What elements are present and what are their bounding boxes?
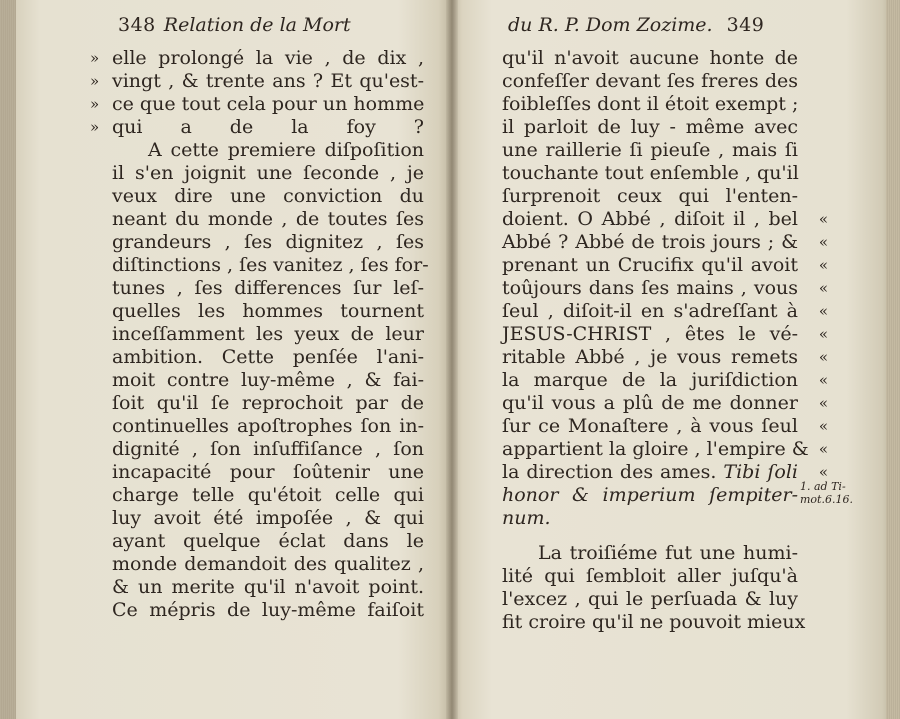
text-line-content: une raillerie ſi pieuſe , mais ſi	[502, 139, 798, 161]
text-line-content: quelles les hommes tournent	[112, 300, 424, 322]
text-line-content: doient. O Abbé , diſoit il , bel	[502, 208, 798, 230]
text-line-content: fit croire qu'il ne pouvoit mieux	[502, 611, 806, 633]
text-line	[502, 588, 798, 611]
text-line	[502, 254, 828, 277]
text-line-content: qui a de la foy ?	[112, 116, 424, 138]
text-line	[502, 47, 798, 70]
text-line-content: inceſſamment les yeux de leur	[112, 323, 424, 345]
text-line-content: & un merite qu'il n'avoit point.	[112, 576, 424, 598]
text-line	[502, 438, 828, 461]
text-line	[502, 208, 828, 231]
left-page-text	[90, 47, 429, 622]
quotation-mark: «	[818, 417, 828, 435]
text-line	[112, 599, 424, 622]
text-line-content: il s'en joignit une ſeconde , je	[112, 162, 424, 184]
text-line	[90, 47, 424, 70]
left-page-header	[118, 14, 351, 36]
margin-note	[800, 480, 860, 506]
text-line	[502, 415, 828, 438]
text-line	[112, 438, 424, 461]
text-line	[112, 139, 424, 162]
text-line	[502, 484, 798, 507]
text-line-content: num.	[502, 507, 551, 529]
book-gutter	[446, 0, 458, 719]
latin-phrase: Tibi ſoli	[723, 461, 798, 483]
text-line	[112, 484, 424, 507]
text-line-content: ſurprenoit ceux qui l'enten-	[502, 185, 798, 207]
right-running-head: du R. P. Dom Zozime.	[508, 14, 713, 36]
text-line	[90, 116, 424, 139]
text-line-content: qu'il n'avoit aucune honte de	[502, 47, 798, 69]
margin-note-line: 1. ad Ti-	[800, 480, 846, 493]
quotation-mark: «	[818, 256, 828, 274]
text-line-content: continuelles apoſtrophes ſon in-	[112, 415, 424, 437]
text-line	[502, 231, 828, 254]
text-line	[112, 231, 424, 254]
text-line-content: A cette premiere diſpoſition	[148, 139, 424, 161]
left-page-edge	[0, 0, 16, 719]
text-line	[112, 277, 424, 300]
text-line	[502, 346, 828, 369]
text-line-content: neant du monde , de toutes ſes	[112, 208, 424, 230]
text-line	[502, 277, 828, 300]
quotation-mark: »	[90, 95, 100, 113]
quotation-mark: «	[818, 210, 828, 228]
text-line-content: ſoit qu'il ſe reprochoit par de	[112, 392, 424, 414]
text-line	[502, 323, 828, 346]
text-line-content: la marque de la juriſdiction	[502, 369, 798, 391]
text-line	[502, 507, 798, 530]
margin-note-line: mot.6.16.	[800, 493, 853, 506]
text-line-content: grandeurs , ſes dignitez , ſes	[112, 231, 424, 253]
text-line	[112, 185, 424, 208]
text-line-content: ritable Abbé , je vous remets	[502, 346, 798, 368]
quotation-mark: «	[818, 463, 828, 481]
text-line	[502, 70, 798, 93]
text-line-content: elle prolongé la vie , de dix ,	[112, 47, 424, 69]
text-line-content: touchante tout enſemble , qu'il	[502, 162, 799, 184]
text-line-content: JESUS-CHRIST , êtes le vé-	[502, 323, 798, 345]
text-line	[502, 139, 798, 162]
quotation-mark: «	[818, 394, 828, 412]
right-page	[452, 0, 900, 719]
text-line	[112, 323, 424, 346]
text-line-content: monde demandoit des qualitez ,	[112, 553, 424, 575]
text-line	[502, 530, 798, 542]
text-line	[112, 553, 424, 576]
text-line-content: lité qui ſembloit aller juſqu'à	[502, 565, 798, 587]
text-line	[112, 461, 424, 484]
text-line	[502, 93, 798, 116]
text-line-content: diſtinctions , ſes vanitez , ſes for-	[112, 254, 429, 276]
text-line	[502, 392, 828, 415]
quotation-mark: »	[90, 72, 100, 90]
text-line	[112, 162, 424, 185]
text-line-content: tunes , ſes differences ſur leſ-	[112, 277, 424, 299]
text-line-content: l'excez , qui le perſuada & luy	[502, 588, 798, 610]
text-line	[502, 611, 806, 634]
quotation-mark: «	[818, 371, 828, 389]
text-line-content: dignité , ſon inſuffiſance , ſon	[112, 438, 424, 460]
text-line-content: ambition. Cette penſée l'ani-	[112, 346, 424, 368]
text-line	[112, 300, 424, 323]
text-line-content: la direction des ames. Tibi ſoli	[502, 461, 798, 483]
right-page-edge	[886, 0, 900, 719]
text-line-content: honor & imperium ſempiter-	[502, 484, 798, 506]
text-line-content: toûjours dans ſes mains , vous	[502, 277, 798, 299]
text-line	[502, 116, 798, 139]
quotation-mark: «	[818, 233, 828, 251]
text-line	[112, 254, 429, 277]
text-line-content: vingt , & trente ans ? Et qu'est-	[112, 70, 424, 92]
left-page-number: 348	[118, 14, 156, 36]
text-line	[112, 576, 424, 599]
quotation-mark: «	[818, 302, 828, 320]
text-line-content: Abbé ? Abbé de trois jours ; &	[502, 231, 798, 253]
text-line-content: appartient la gloire , l'empire &	[502, 438, 809, 460]
text-line-content: veux dire une conviction du	[112, 185, 424, 207]
quotation-mark: »	[90, 118, 100, 136]
text-line	[112, 208, 424, 231]
text-line-content: incapacité pour ſoûtenir une	[112, 461, 424, 483]
text-line	[502, 185, 798, 208]
text-line-content: moit contre luy-même , & fai-	[112, 369, 424, 391]
text-line-content: ce que tout cela pour un homme	[112, 93, 425, 115]
text-line	[502, 565, 798, 588]
text-line	[112, 346, 424, 369]
text-line	[112, 369, 424, 392]
text-line	[502, 162, 798, 185]
text-line-content: luy avoit été impoſée , & qui	[112, 507, 424, 529]
text-line	[90, 93, 425, 116]
left-running-head: Relation de la Mort	[163, 14, 351, 36]
text-line-content: foibleſſes dont il étoit exempt ;	[502, 93, 799, 115]
text-line-content: charge telle qu'étoit celle qui	[112, 484, 424, 506]
quotation-mark: »	[90, 49, 100, 67]
text-line	[112, 530, 424, 553]
text-line	[112, 415, 424, 438]
text-line-content: il parloit de luy - même avec	[502, 116, 798, 138]
text-line	[502, 369, 828, 392]
text-line	[502, 461, 828, 484]
text-line-content: confeſſer devant ſes freres des	[502, 70, 798, 92]
text-line-content: La troiſiéme fut une humi-	[538, 542, 798, 564]
right-page-header	[508, 14, 764, 36]
text-line-content: prenant un Crucifix qu'il avoit	[502, 254, 798, 276]
quotation-mark: «	[818, 279, 828, 297]
text-line	[112, 507, 424, 530]
text-line-content: ayant quelque éclat dans le	[112, 530, 424, 552]
quotation-mark: «	[818, 348, 828, 366]
right-page-number: 349	[726, 14, 765, 36]
text-line-content: ſeul , diſoit-il en s'adreſſant à	[502, 300, 798, 322]
text-line-content: qu'il vous a plû de me donner	[502, 392, 798, 414]
text-line	[112, 392, 424, 415]
quotation-mark: «	[818, 440, 828, 458]
quotation-mark: «	[818, 325, 828, 343]
text-line-content: Ce mépris de luy-même faiſoit	[112, 599, 424, 621]
text-line	[502, 542, 798, 565]
text-line	[502, 300, 828, 323]
text-line-content: ſur ce Monaſtere , à vous ſeul	[502, 415, 798, 437]
text-line	[90, 70, 424, 93]
